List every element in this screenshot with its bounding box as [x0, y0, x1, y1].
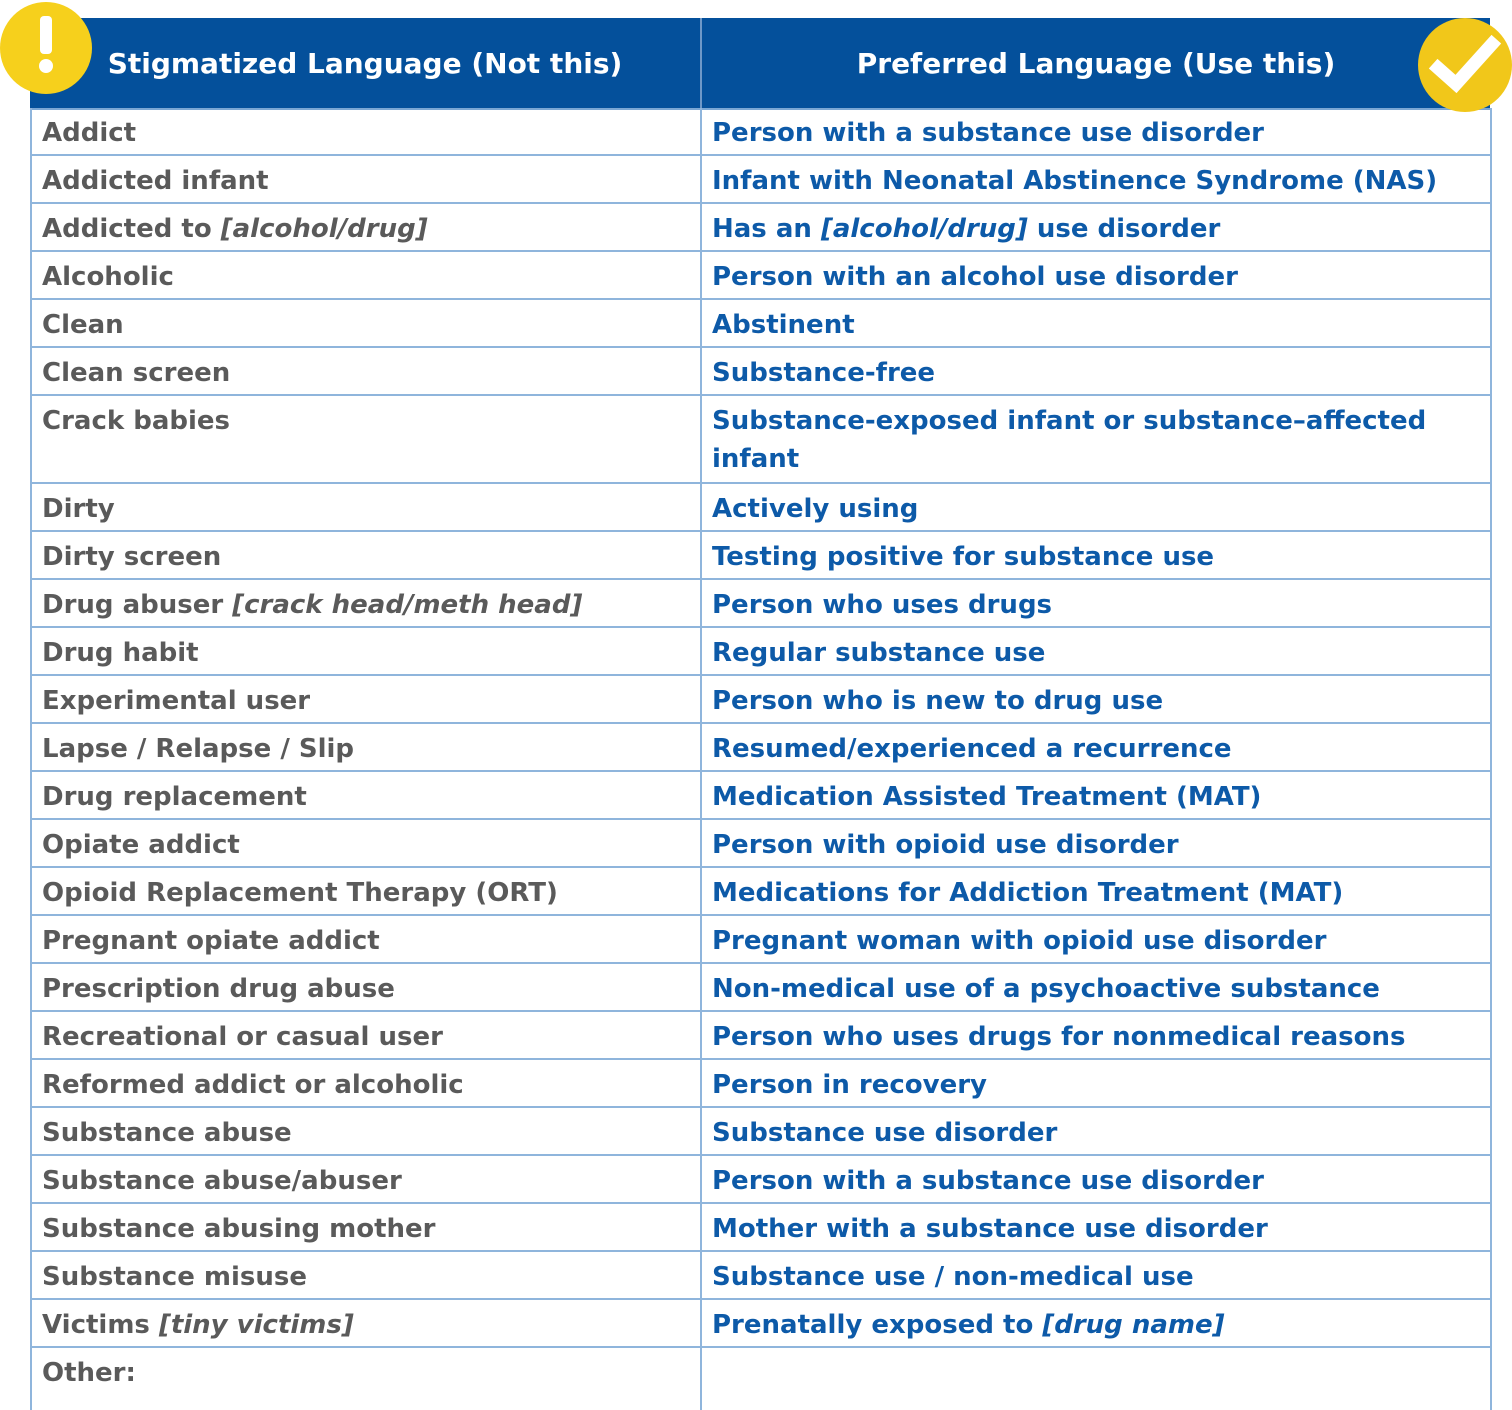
stigmatized-term: Victims [tiny victims]: [32, 1300, 702, 1346]
header-preferred: Preferred Language (Use this): [856, 46, 1336, 80]
table-row: [32, 348, 1490, 396]
table-row: [32, 724, 1490, 772]
stigmatized-term: Opioid Replacement Therapy (ORT): [32, 868, 702, 914]
preferred-term: Regular substance use: [712, 638, 1046, 668]
table-row: [32, 772, 1490, 820]
preferred-term: Mother with a substance use disorder: [712, 1214, 1268, 1244]
preferred-term: Has an [alcohol/drug] use disorder: [712, 214, 1221, 244]
table-row: [32, 580, 1490, 628]
warning-icon: [0, 2, 92, 94]
preferred-term: Prenatally exposed to [drug name]: [712, 1310, 1225, 1340]
stigmatized-term: Opiate addict: [32, 820, 702, 866]
preferred-term: Person with a substance use disorder: [712, 118, 1265, 148]
preferred-term: Medications for Addiction Treatment (MAT): [712, 878, 1344, 908]
stigmatized-term: Experimental user: [32, 676, 702, 722]
table-row: [32, 484, 1490, 532]
stigmatized-term: Drug replacement: [32, 772, 702, 818]
header-stigmatized: Stigmatized Language (Not this): [107, 46, 623, 80]
stigmatized-term: Substance abuse/abuser: [32, 1156, 702, 1202]
table-row: [32, 252, 1490, 300]
stigmatized-term: Clean screen: [32, 348, 702, 394]
checkmark-icon: [1418, 18, 1512, 112]
stigmatized-term: Clean: [32, 300, 702, 346]
table-row: [32, 1108, 1490, 1156]
preferred-term: Substance-exposed infant or substance–affected infant: [712, 406, 1427, 474]
preferred-term: Infant with Neonatal Abstinence Syndrome (NAS): [712, 166, 1438, 196]
table-row: [32, 108, 1490, 156]
table-row: [32, 1204, 1490, 1252]
stigmatized-term: Other:: [32, 1348, 702, 1410]
table-row: [32, 820, 1490, 868]
stigmatized-term: Recreational or casual user: [32, 1012, 702, 1058]
stigmatized-term: Dirty: [32, 484, 702, 530]
table-row: [32, 1300, 1490, 1348]
preferred-term: Person in recovery: [712, 1070, 987, 1100]
preferred-term: Testing positive for substance use: [712, 542, 1215, 572]
table-row: [32, 676, 1490, 724]
table-row: [32, 156, 1490, 204]
table-row: [32, 1252, 1490, 1300]
table-row: [32, 532, 1490, 580]
stigmatized-term: Lapse / Relapse / Slip: [32, 724, 702, 770]
preferred-term: Medication Assisted Treatment (MAT): [712, 782, 1262, 812]
table-row: [32, 628, 1490, 676]
preferred-term: Person with a substance use disorder: [712, 1166, 1265, 1196]
table-row: [32, 964, 1490, 1012]
table-row: [32, 1012, 1490, 1060]
preferred-term: Actively using: [712, 494, 919, 524]
stigmatized-term: Dirty screen: [32, 532, 702, 578]
preferred-term: Pregnant woman with opioid use disorder: [712, 926, 1327, 956]
stigmatized-term: Crack babies: [32, 396, 702, 482]
table-row: [32, 1348, 1490, 1410]
stigmatized-term: Addicted infant: [32, 156, 702, 202]
table-row: [32, 300, 1490, 348]
table-row: [32, 204, 1490, 252]
preferred-term: Person with opioid use disorder: [712, 830, 1179, 860]
table-row: [32, 396, 1490, 484]
stigmatized-term: Addict: [32, 108, 702, 154]
stigmatized-term: Alcoholic: [32, 252, 702, 298]
stigmatized-term: Substance abusing mother: [32, 1204, 702, 1250]
table-row: [32, 1156, 1490, 1204]
stigmatized-term: Substance misuse: [32, 1252, 702, 1298]
table-row: [32, 868, 1490, 916]
preferred-term: Substance-free: [712, 358, 936, 388]
stigmatized-term: Drug abuser [crack head/meth head]: [32, 580, 702, 626]
preferred-term: Person who is new to drug use: [712, 686, 1164, 716]
preferred-term: Person with an alcohol use disorder: [712, 262, 1238, 292]
language-table: [30, 108, 1492, 1410]
stigmatized-term: Reformed addict or alcoholic: [32, 1060, 702, 1106]
stigmatized-term: Addicted to [alcohol/drug]: [32, 204, 702, 250]
preferred-term: Substance use / non-medical use: [712, 1262, 1194, 1292]
preferred-term: [702, 1348, 1488, 1410]
preferred-term: Person who uses drugs: [712, 590, 1053, 620]
preferred-term: Substance use disorder: [712, 1118, 1058, 1148]
stigmatized-term: Pregnant opiate addict: [32, 916, 702, 962]
preferred-term: Person who uses drugs for nonmedical reasons: [712, 1022, 1406, 1052]
preferred-term: Abstinent: [712, 310, 855, 340]
preferred-term: Non-medical use of a psychoactive substance: [712, 974, 1380, 1004]
table-row: [32, 1060, 1490, 1108]
table-row: [32, 916, 1490, 964]
preferred-term: Resumed/experienced a recurrence: [712, 734, 1232, 764]
table-header: [30, 18, 1490, 110]
stigmatized-term: Prescription drug abuse: [32, 964, 702, 1010]
stigmatized-term: Substance abuse: [32, 1108, 702, 1154]
stigmatized-term: Drug habit: [32, 628, 702, 674]
